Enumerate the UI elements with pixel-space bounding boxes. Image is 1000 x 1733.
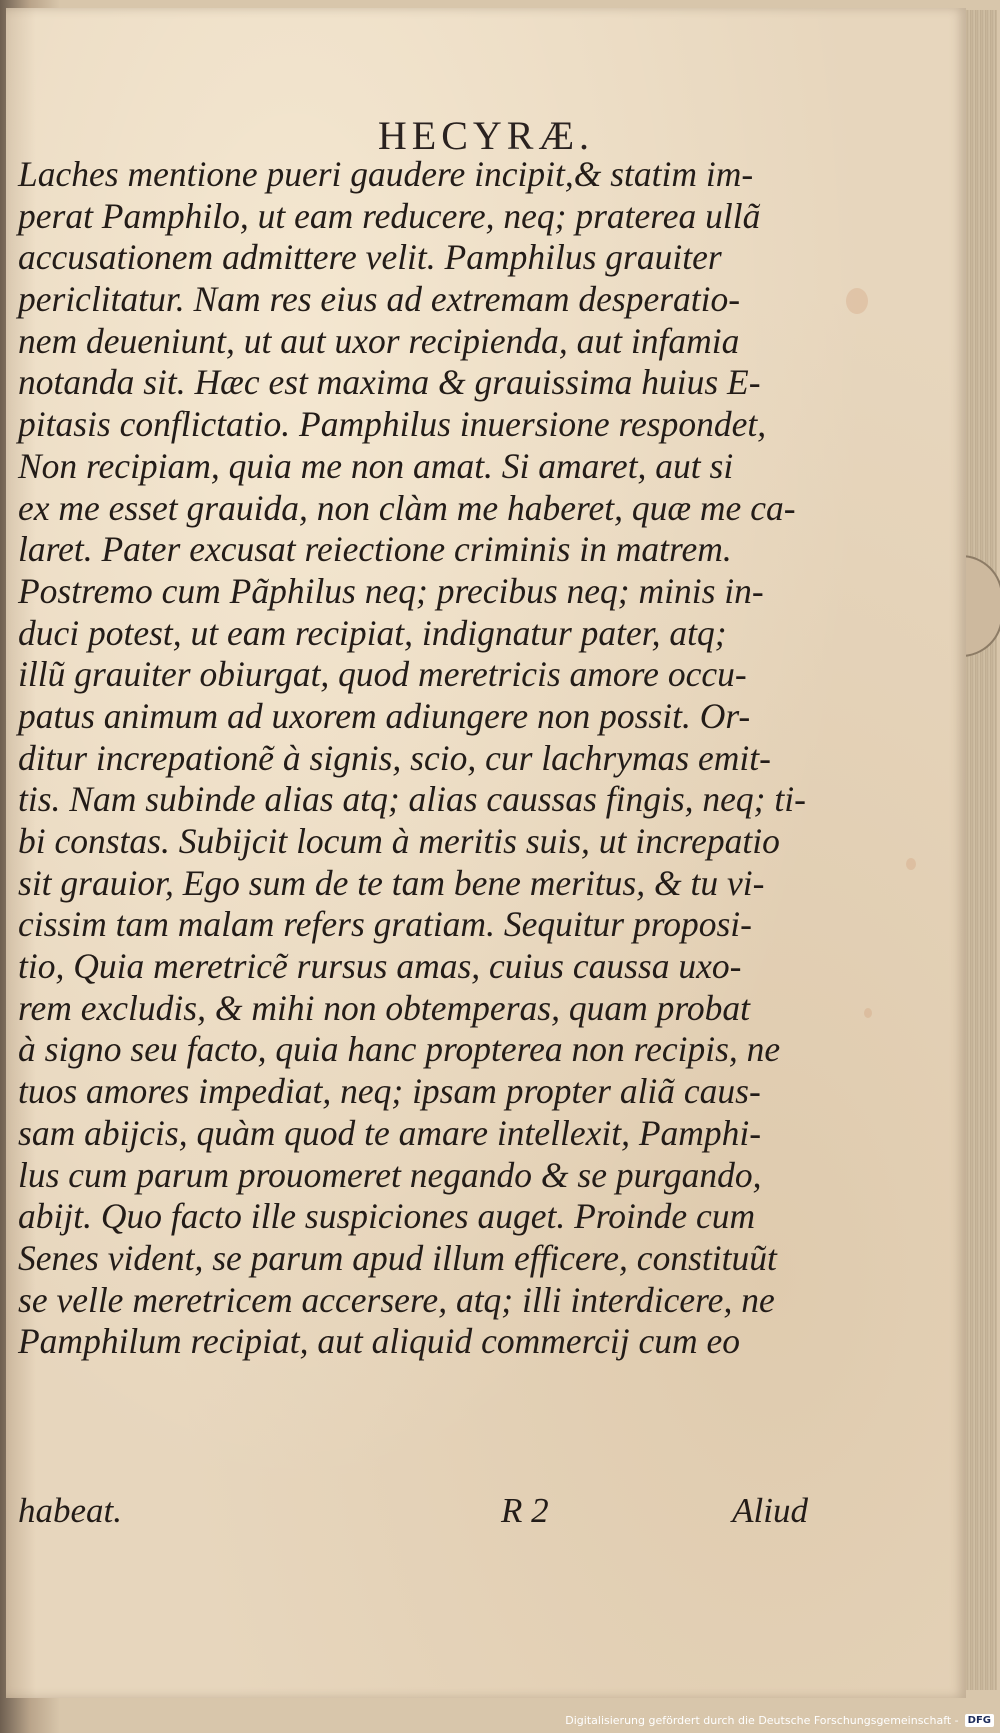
- paper-stain: [906, 858, 916, 870]
- catchword: Aliud: [732, 1491, 808, 1530]
- digitization-credit: [565, 1710, 994, 1730]
- book-clasp-tab: [961, 555, 1000, 657]
- text-line: perat Pamphilo, ut eam reducere, neq; praterea ullã: [18, 195, 761, 236]
- body-text: [18, 154, 808, 1363]
- dfg-logo: DFG: [965, 1714, 994, 1727]
- text-line: Pamphilum recipiat, aut aliquid commercij cum eo: [18, 1321, 741, 1362]
- text-line: tio, Quia meretricẽ rursus amas, cuius caussa uxo-: [18, 946, 742, 987]
- paper-stain: [864, 1008, 872, 1018]
- text-line: cissim tam malam refers gratiam. Sequitur proposi-: [18, 904, 752, 945]
- text-line: Postremo cum Pãphilus neq; precibus neq; minis in-: [18, 570, 764, 611]
- text-line: nem deueniunt, ut aut uxor recipienda, aut infamia: [18, 320, 740, 361]
- text-line: à signo seu facto, quia hanc propterea non recipis, ne: [18, 1029, 781, 1070]
- running-header: HECYRÆ.: [377, 113, 595, 158]
- text-line: bi constas. Subijcit locum à meritis suis, ut increpatio: [18, 821, 780, 861]
- book-page: [6, 8, 966, 1698]
- text-line: rem excludis, & mihi non obtemperas, quam probat: [18, 987, 750, 1028]
- text-line: periclitatur. Nam res eius ad extremam desperatio-: [18, 279, 741, 320]
- text-line: ditur increpationẽ à signis, scio, cur lachrymas emit-: [18, 737, 771, 778]
- text-line: pitasis conflictatio. Pamphilus inuersione respondet,: [18, 404, 767, 445]
- text-line: ex me esset grauida, non clàm me haberet, quæ me ca-: [18, 487, 796, 528]
- text-line: Senes vident, se parum apud illum efficere, constituũt: [18, 1237, 777, 1278]
- text-line: illũ grauiter obiurgat, quod meretricis amore occu-: [18, 654, 747, 695]
- text-line: se velle meretricem accersere, atq; illi interdicere, ne: [18, 1279, 775, 1320]
- credit-text: Digitalisierung gefördert durch die Deutsche Forschungsgemeinschaft -: [565, 1713, 959, 1727]
- text-line: sam abijcis, quàm quod te amare intellexit, Pamphi-: [18, 1112, 762, 1153]
- text-line: lus cum parum prouomeret negando & se purgando,: [18, 1154, 762, 1195]
- last-line-word: habeat.: [18, 1491, 123, 1530]
- text-line: Laches mentione pueri gaudere incipit,& statim im-: [18, 154, 754, 194]
- text-line: accusationem admittere velit. Pamphilus grauiter: [18, 237, 722, 278]
- text-line: sit grauior, Ego sum de te tam bene meritus, & tu vi-: [18, 862, 765, 903]
- text-line: laret. Pater excusat reiectione criminis in matrem.: [18, 529, 732, 570]
- text-line: abijt. Quo facto ille suspiciones auget. Proinde cum: [18, 1196, 756, 1237]
- signature-mark: R 2: [501, 1491, 549, 1530]
- page-footer: [18, 1491, 808, 1533]
- text-line: tis. Nam subinde alias atq; alias caussas fingis, neq; ti-: [18, 779, 806, 820]
- text-line: Non recipiam, quia me non amat. Si amaret, aut si: [18, 445, 734, 486]
- text-line: patus animum ad uxorem adiungere non possit. Or-: [18, 695, 751, 736]
- text-line: duci potest, ut eam recipiat, indignatur pater, atq;: [18, 612, 727, 653]
- text-line: tuos amores impediat, neq; ipsam propter aliã caus-: [18, 1071, 761, 1112]
- text-line: notanda sit. Hæc est maxima & grauissima huius E-: [18, 362, 761, 403]
- paper-stain: [846, 288, 868, 314]
